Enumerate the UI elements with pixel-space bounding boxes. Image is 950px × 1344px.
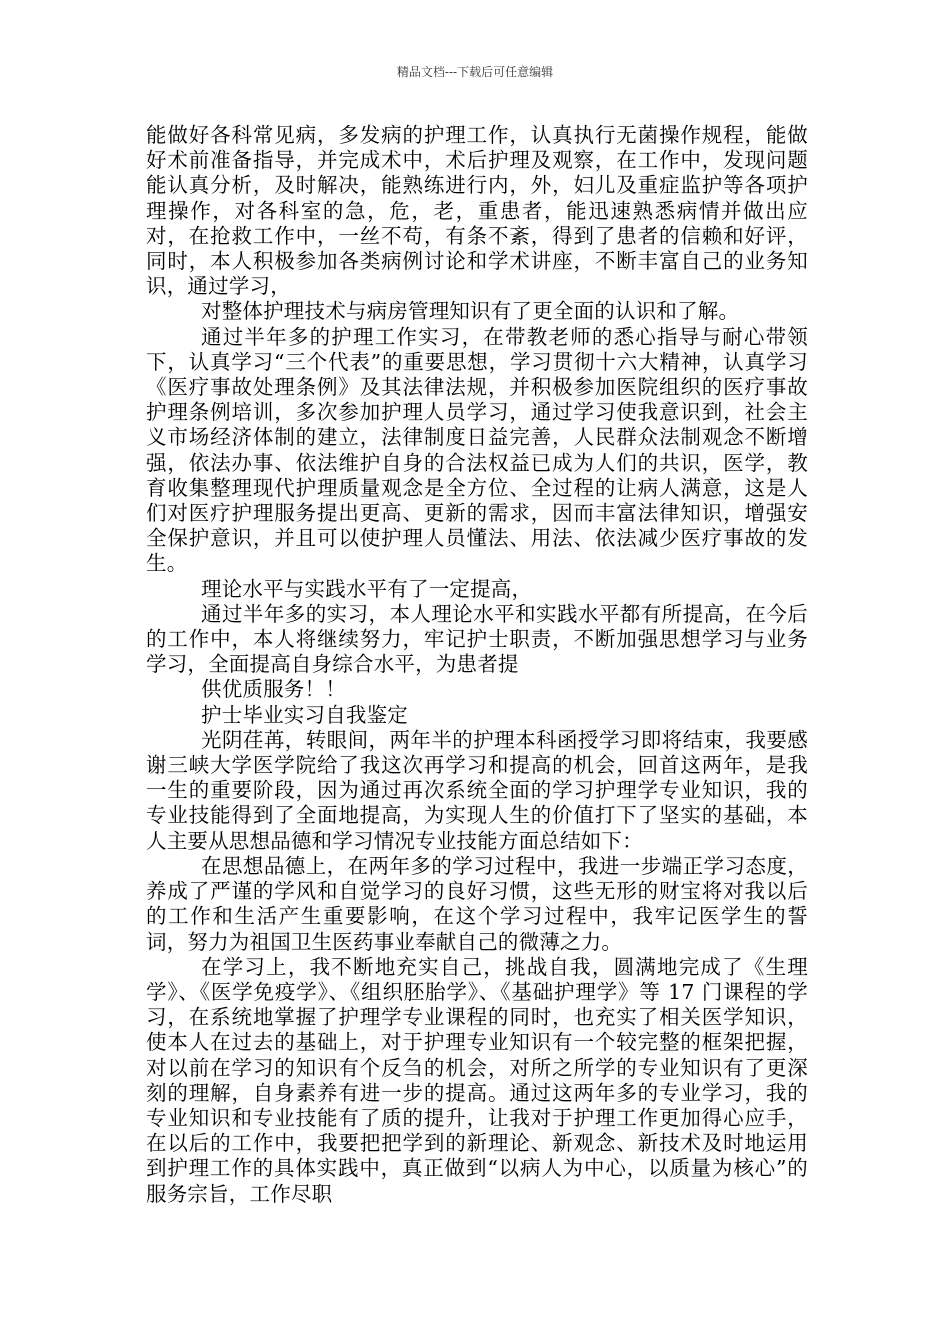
paragraph-2: 对整体护理技术与病房管理知识有了更全面的认识和了解。 [201,299,740,324]
page-header: 精品文档---下载后可任意编辑 [396,65,554,79]
paragraph-6: 供优质服务！！ [201,677,346,702]
paragraph-1: 能做好各科常见病，多发病的护理工作，认真执行无菌操作规程，能做好术前准备指导，并完成术中，术后护理及观察，在工作中，发现问题能认真分析，及时解决，能熟练进行内，外，妇儿及重症监护等各项护理操作，对各科室的急，危，老，重患者，能迅速熟悉病情并做出应对，在抢救工作中，一丝不苟，有条不紊，得到了患者的信赖和好评，同时，本人积极参加各类病例讨论和学术讲座，不断丰富自己的业务知识，通过学习， [146,123,808,299]
paragraph-5: 通过半年多的实习，本人理论水平和实践水平都有所提高，在今后的工作中，本人将继续努力，牢记护士职责，不断加强思想学习与业务学习，全面提高自身综合水平，为患者提 [146,601,808,677]
section-title: 护士毕业实习自我鉴定 [201,702,408,727]
document-body [146,123,808,1207]
paragraph-4: 理论水平与实践水平有了一定提高， [201,576,533,601]
paragraph-8: 光阴荏苒，转眼间，两年半的护理本科函授学习即将结束，我要感谢三峡大学医学院给了我这次再学习和提高的机会，回首这两年，是我一生的重要阶段，因为通过再次系统全面的学习护理学专业知识，我的专业技能得到了全面地提高，为实现人生的价值打下了坚实的基础，本人主要从思想品德和学习情况专业技能方面总结如下： [146,727,808,853]
paragraph-10: 在学习上，我不断地充实自己，挑战自我，圆满地完成了《生理学》、《医学免疫学》、《组织胚胎学》、《基础护理学》等 17 门课程的学习，在系统地掌握了护理学专业课程的同时，也充实了相关医学知识，使本人在过去的基础上，对于护理专业知识有一个较完整的框架把握，对以前在学习的知识有个反刍的机会，对所之所学的专业知识有了更深刻的理解，自身素养有进一步的提高。通过这两年多的专业学习，我的专业知识和专业技能有了质的提升，让我对于护理工作更加得心应手，在以后的工作中，我要把把学到的新理论、新观念、新技术及时地运用到护理工作的具体实践中，真正做到“以病人为中心，以质量为核心”的服务宗旨，工作尽职 [146,954,808,1206]
paragraph-3: 通过半年多的护理工作实习，在带教老师的悉心指导与耐心带领下，认真学习“三个代表”的重要思想，学习贯彻十六大精神，认真学习《医疗事故处理条例》及其法律法规，并积极参加医院组织的医疗事故护理条例培训，多次参加护理人员学习，通过学习使我意识到，社会主义市场经济体制的建立，法律制度日益完善，人民群众法制观念不断增强，依法办事、依法维护自身的合法权益已成为人们的共识，医学，教育收集整理现代护理质量观念是全方位、全过程的让病人满意，这是人们对医疗护理服务提出更高、更新的需求，因而丰富法律知识，增强安全保护意识，并且可以使护理人员懂法、用法、依法减少医疗事故的发生。 [146,324,808,576]
paragraph-9: 在思想品德上，在两年多的学习过程中，我进一步端正学习态度，养成了严谨的学风和自觉学习的良好习惯，这些无形的财宝将对我以后的工作和生活产生重要影响，在这个学习过程中，我牢记医学生的誓词，努力为祖国卫生医药事业奉献自己的微薄之力。 [146,853,808,954]
